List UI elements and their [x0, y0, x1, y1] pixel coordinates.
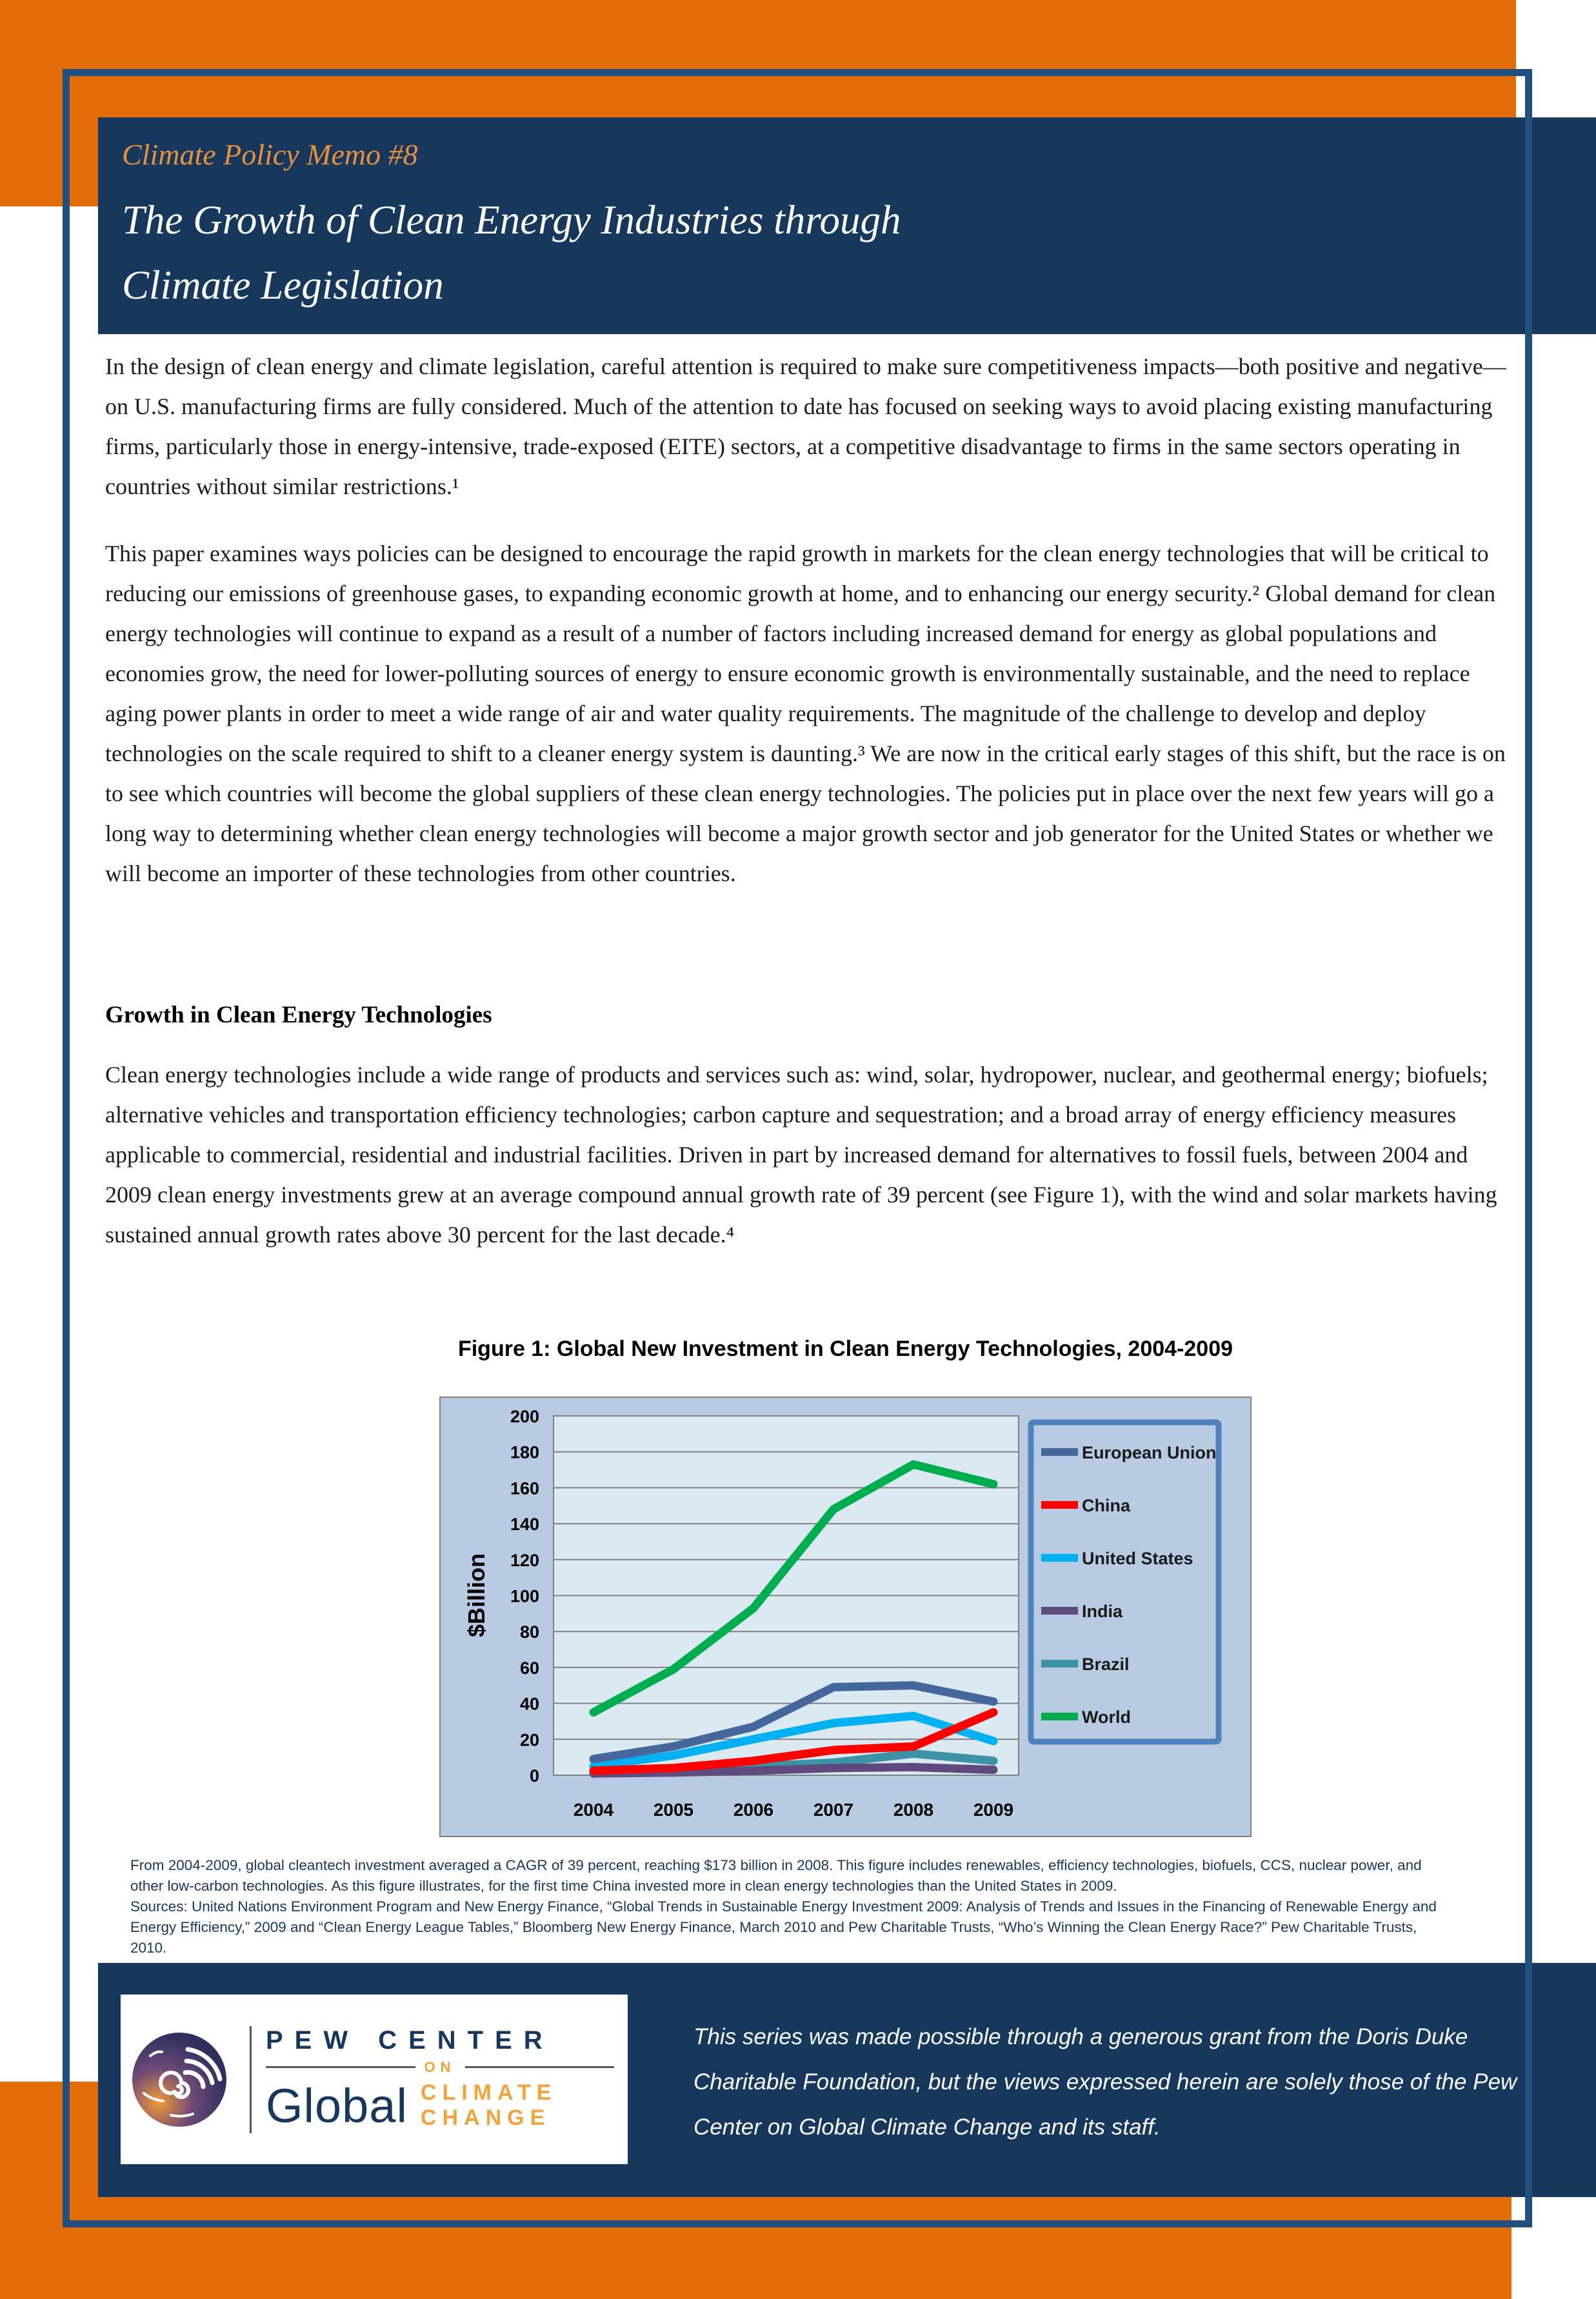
- footer-band: [98, 1963, 1596, 2197]
- pew-center-logo: [121, 1995, 628, 2164]
- y-tick-label: 200: [510, 1407, 539, 1426]
- logo-rule-left: [266, 2066, 415, 2068]
- footer-disclaimer: This series was made possible through a generous grant from the Doris Duke Charitable Foundation, but the views expressed herein are solely those of the Pew Center on Global Climate Change and its staff.: [693, 2024, 1517, 2140]
- y-tick-label: 40: [519, 1694, 539, 1714]
- x-tick-label: 2004: [573, 1800, 614, 1820]
- y-tick-label: 0: [529, 1766, 539, 1786]
- legend-label: United States: [1082, 1549, 1193, 1568]
- globe-swirl-icon: [131, 2031, 228, 2128]
- legend-box: [1031, 1422, 1219, 1742]
- legend-label: European Union: [1082, 1443, 1217, 1462]
- section-heading: Growth in Clean Energy Technologies: [105, 1002, 492, 1028]
- logo-on-label: ON: [424, 2058, 456, 2075]
- legend-label: India: [1082, 1602, 1123, 1621]
- y-tick-label: 120: [510, 1550, 539, 1570]
- logo-rule-right: [465, 2066, 615, 2068]
- document-title: [122, 188, 1596, 318]
- x-tick-label: 2009: [973, 1800, 1014, 1820]
- x-tick-label: 2007: [813, 1800, 854, 1820]
- y-tick-label: 80: [519, 1622, 539, 1642]
- document-title-line1: The Growth of Clean Energy Industries through: [122, 197, 901, 243]
- legend-label: China: [1082, 1496, 1131, 1515]
- y-tick-label: 160: [510, 1478, 539, 1498]
- figure-title: Figure 1: Global New Investment in Clean Energy Technologies, 2004-2009: [457, 1337, 1233, 1361]
- x-tick-label: 2006: [733, 1800, 774, 1820]
- x-tick-label: 2008: [893, 1800, 934, 1820]
- figure-note-text: From 2004-2009, global cleantech investment averaged a CAGR of 39 percent, reaching $173 billion in 2008. This figure includes renewables, efficiency technologies, biofuels, CCS, nuclear power, and other low-carbon technologies. As this figure illustrates, for the first time China invested more in clean energy technologies than the United States in 2009.: [130, 1857, 1422, 1894]
- logo-pew-center-label: PEW CENTER: [266, 2025, 554, 2055]
- logo-change-word: CHANGE: [420, 2105, 551, 2130]
- investment-line-chart: [439, 1397, 1252, 1837]
- logo-global-label: Global: [266, 2078, 408, 2133]
- y-tick-label: 20: [519, 1730, 539, 1750]
- y-tick-label: 60: [519, 1658, 539, 1678]
- logo-wordmark: [250, 2026, 614, 2133]
- y-axis-title: $Billion: [463, 1553, 490, 1638]
- paragraph-intro: In the design of clean energy and climate legislation, careful attention is required to make sure competitiveness impacts—both positive and negative—on U.S. manufacturing firms are fully considered. Much of the attention to date has focused on seeking ways to avoid placing existing manufacturing firms, particularly those in energy-intensive, trade-exposed (EITE) sectors, at a competitive disadvantage to firms in the same sectors operating in countries without similar restrictions.¹: [105, 353, 1506, 499]
- y-tick-label: 180: [510, 1442, 539, 1462]
- title-banner: [98, 117, 1596, 334]
- figure-notes: [130, 1855, 1440, 1958]
- paragraph-technologies: Clean energy technologies include a wide range of products and services such as: wind, solar, hydropower, nuclear, and geothermal energy; biofuels; alternative vehicles and transportation efficiency technologies; carbon capture and sequestration; and a broad array of energy efficiency measures applicable to commercial, residential and industrial facilities. Driven in part by increased demand for alternatives to fossil fuels, between 2004 and 2009 clean energy investments grew at an average compound annual growth rate of 39 percent (see Figure 1), with the wind and solar markets having sustained annual growth rates above 30 percent for the last decade.⁴: [105, 1062, 1497, 1248]
- legend-label: Brazil: [1082, 1655, 1130, 1674]
- x-tick-label: 2005: [653, 1800, 694, 1820]
- legend-label: World: [1082, 1707, 1131, 1727]
- memo-series-label: Climate Policy Memo #8: [122, 138, 418, 171]
- document-title-line2: Climate Legislation: [122, 263, 444, 308]
- logo-climate-change-label: [421, 2080, 557, 2131]
- paragraph-overview: This paper examines ways policies can be designed to encourage the rapid growth in markets for the clean energy technologies that will be critical to reducing our emissions of greenhouse gases, to expanding economic growth at home, and to enhancing our energy security.² Global demand for clean energy technologies will continue to expand as a result of a number of factors including increased demand for energy as global populations and economies grow, the need for lower-polluting sources of energy to ensure economic growth is environmentally sustainable, and the need to replace aging power plants in order to meet a wide range of air and water quality requirements. The magnitude of the challenge to develop and deploy technologies on the scale required to shift to a cleaner energy system is daunting.³ We are now in the critical early stages of this shift, but the race is on to see which countries will become the global suppliers of these clean energy technologies. The policies put in place over the next few years will go a long way to determining whether clean energy technologies will become a major growth sector and job generator for the United States or whether we will become an importer of these technologies from other countries.: [105, 541, 1506, 886]
- y-tick-label: 140: [510, 1515, 539, 1535]
- figure-sources-text: Sources: United Nations Environment Program and New Energy Finance, “Global Trends in Sustainable Energy Investment 2009: Analysis of Trends and Issues in the Financing of Renewable Energy and Energy Efficiency,” 2009 and “Clean Energy League Tables,” Bloomberg New Energy Finance, March 2010 and Pew Charitable Trusts, “Who’s Winning the Clean Energy Race?” Pew Charitable Trusts, 2010.: [130, 1898, 1437, 1956]
- y-tick-label: 100: [510, 1586, 539, 1606]
- logo-on-row: [266, 2059, 614, 2076]
- logo-global-row: [266, 2078, 614, 2133]
- logo-climate-word: CLIMATE: [420, 2080, 557, 2105]
